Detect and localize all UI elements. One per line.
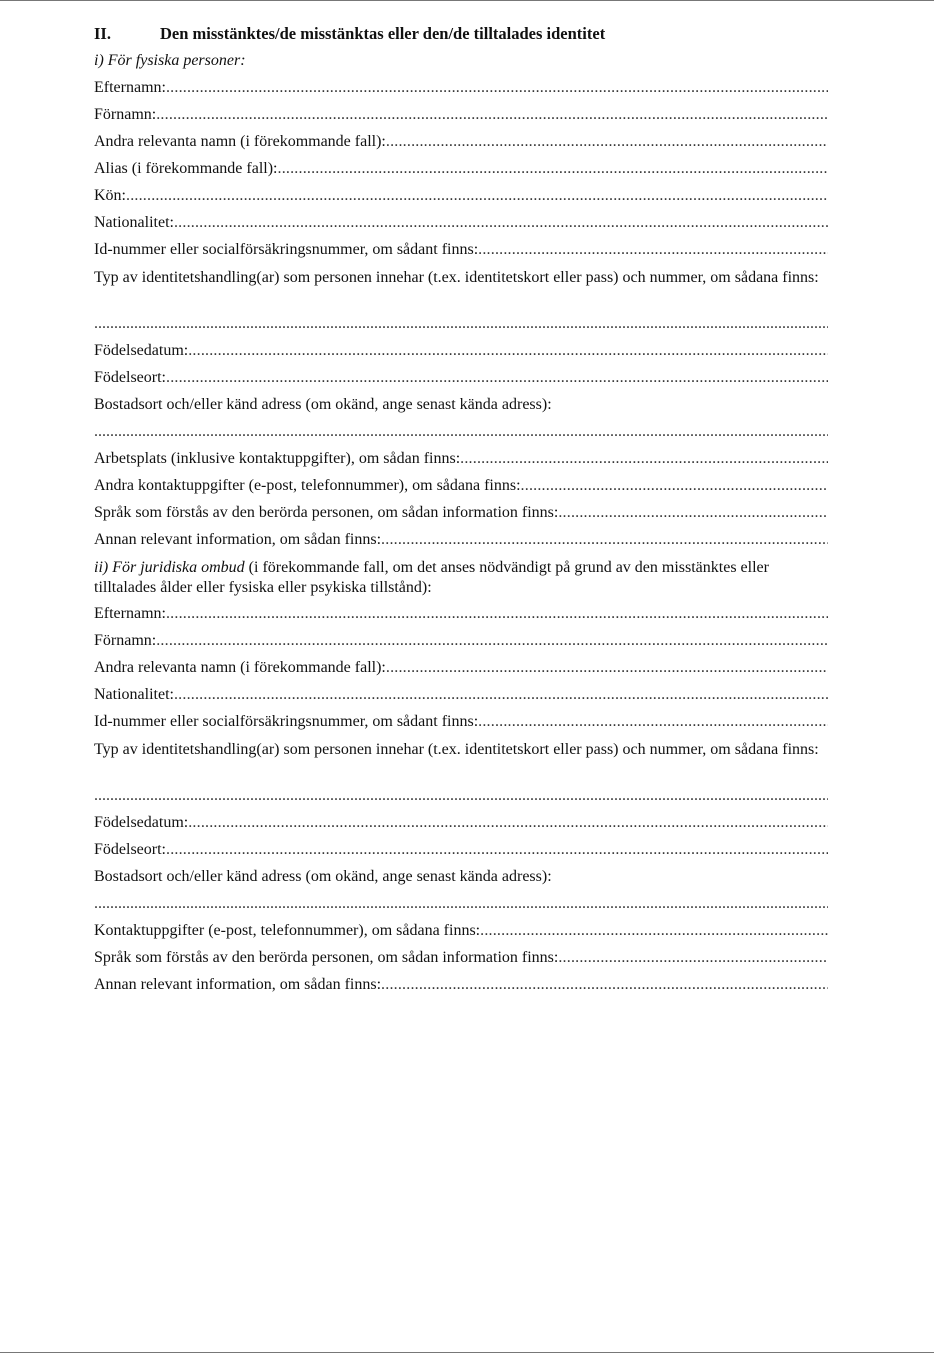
field-birth-place[interactable] bbox=[94, 364, 828, 391]
legal-field-contact[interactable] bbox=[94, 917, 828, 944]
legal-representatives-heading bbox=[94, 553, 828, 600]
field-label: Födelsedatum: bbox=[94, 814, 189, 831]
field-workplace[interactable] bbox=[94, 445, 828, 472]
field-label: Id-nummer eller socialförsäkringsnummer, om sådant finns: bbox=[94, 241, 479, 258]
field-label: Bostadsort och/eller känd adress (om okänd, ange senast kända adress): bbox=[94, 396, 552, 413]
field-other-info[interactable] bbox=[94, 526, 828, 553]
field-label: Nationalitet: bbox=[94, 686, 174, 703]
field-id-document-label: Typ av identitetshandling(ar) som personen innehar (t.ex. identitetskort eller pass) och nummer, om sådana finns: bbox=[94, 269, 819, 286]
fill-line[interactable] bbox=[126, 182, 828, 209]
field-other-names[interactable] bbox=[94, 128, 828, 155]
fill-line[interactable] bbox=[166, 364, 828, 391]
legal-field-surname[interactable] bbox=[94, 600, 828, 627]
field-label: Bostadsort och/eller känd adress (om okänd, ange senast kända adress): bbox=[94, 868, 552, 885]
field-language[interactable] bbox=[94, 499, 828, 526]
field-label: Födelsedatum: bbox=[94, 342, 189, 359]
legal-field-residence-label bbox=[94, 863, 828, 890]
field-label: Språk som förstås av den berörda personen, om sådan information finns: bbox=[94, 504, 559, 521]
field-label: Födelseort: bbox=[94, 841, 166, 858]
fill-line[interactable] bbox=[558, 944, 828, 971]
legal-heading-rest: (i förekommande fall, om det anses nödvändigt på grund av den misstänktes eller tilltalades ålder eller fysiska eller psykiska tillstånd): bbox=[94, 559, 769, 596]
bottom-border bbox=[0, 1352, 934, 1353]
fill-line[interactable] bbox=[166, 836, 828, 863]
field-first-name[interactable] bbox=[94, 101, 828, 128]
field-label: Annan relevant information, om sådan finns: bbox=[94, 976, 382, 993]
field-other-contact[interactable] bbox=[94, 472, 828, 499]
fill-line[interactable] bbox=[188, 337, 828, 364]
fill-line[interactable] bbox=[386, 128, 828, 155]
fill-line[interactable] bbox=[156, 101, 828, 128]
fill-line[interactable] bbox=[558, 499, 828, 526]
field-label: Id-nummer eller socialförsäkringsnummer, om sådant finns: bbox=[94, 713, 479, 730]
field-label: Annan relevant information, om sådan finns: bbox=[94, 531, 382, 548]
field-label: Efternamn: bbox=[94, 79, 166, 96]
field-label: Förnamn: bbox=[94, 632, 157, 649]
field-label: Kontaktuppgifter (e-post, telefonnummer), om sådana finns: bbox=[94, 922, 481, 939]
field-label: Andra relevanta namn (i förekommande fall): bbox=[94, 133, 386, 150]
field-id-document-line[interactable] bbox=[94, 310, 828, 337]
fill-line[interactable] bbox=[381, 971, 828, 998]
legal-field-residence-line[interactable] bbox=[94, 890, 828, 917]
field-label: Förnamn: bbox=[94, 106, 157, 123]
legal-field-other-names[interactable] bbox=[94, 654, 828, 681]
section-number: II. bbox=[94, 24, 111, 43]
fill-line[interactable] bbox=[166, 600, 828, 627]
fill-line[interactable] bbox=[174, 209, 828, 236]
legal-field-other-info[interactable] bbox=[94, 971, 828, 998]
field-label: Kön: bbox=[94, 187, 126, 204]
field-label: Språk som förstås av den berörda personen, om sådan information finns: bbox=[94, 949, 559, 966]
field-nationality[interactable] bbox=[94, 209, 828, 236]
fill-line[interactable] bbox=[381, 526, 828, 553]
fill-line[interactable] bbox=[156, 627, 828, 654]
field-sex[interactable] bbox=[94, 182, 828, 209]
field-label: Nationalitet: bbox=[94, 214, 174, 231]
legal-field-id-document-label: Typ av identitetshandling(ar) som personen innehar (t.ex. identitetskort eller pass) och nummer, om sådana finns: bbox=[94, 741, 819, 758]
legal-field-birth-date[interactable] bbox=[94, 809, 828, 836]
form-section bbox=[94, 20, 828, 998]
field-label: Efternamn: bbox=[94, 605, 166, 622]
fill-line[interactable] bbox=[166, 74, 828, 101]
legal-field-id-number[interactable] bbox=[94, 708, 828, 735]
legal-field-language[interactable] bbox=[94, 944, 828, 971]
field-label: Andra relevanta namn (i förekommande fall): bbox=[94, 659, 386, 676]
field-birth-date[interactable] bbox=[94, 337, 828, 364]
field-label: Andra kontaktuppgifter (e-post, telefonnummer), om sådana finns: bbox=[94, 477, 521, 494]
field-alias[interactable] bbox=[94, 155, 828, 182]
field-label: Arbetsplats (inklusive kontaktuppgifter), om sådan finns: bbox=[94, 450, 461, 467]
fill-line[interactable] bbox=[478, 236, 828, 263]
physical-persons-heading: i) För fysiska personer: bbox=[94, 52, 246, 69]
fill-line[interactable] bbox=[460, 445, 828, 472]
field-label: Födelseort: bbox=[94, 369, 166, 386]
legal-heading-italic: ii) För juridiska ombud bbox=[94, 559, 245, 576]
top-border bbox=[0, 0, 934, 1]
section-title: Den misstänktes/de misstänktas eller den/de tilltalades identitet bbox=[160, 24, 606, 43]
section-heading bbox=[94, 20, 828, 47]
field-id-number[interactable] bbox=[94, 236, 828, 263]
fill-line[interactable] bbox=[478, 708, 828, 735]
legal-field-nationality[interactable] bbox=[94, 681, 828, 708]
fill-line[interactable] bbox=[278, 155, 829, 182]
fill-line[interactable] bbox=[480, 917, 828, 944]
fill-line[interactable] bbox=[174, 681, 828, 708]
legal-field-id-document-line[interactable] bbox=[94, 782, 828, 809]
field-residence-label bbox=[94, 391, 828, 418]
legal-field-birth-place[interactable] bbox=[94, 836, 828, 863]
legal-field-first-name[interactable] bbox=[94, 627, 828, 654]
field-surname[interactable] bbox=[94, 74, 828, 101]
field-label: Alias (i förekommande fall): bbox=[94, 160, 278, 177]
fill-line[interactable] bbox=[188, 809, 828, 836]
fill-line[interactable] bbox=[521, 472, 828, 499]
field-residence-line[interactable] bbox=[94, 418, 828, 445]
fill-line[interactable] bbox=[386, 654, 828, 681]
